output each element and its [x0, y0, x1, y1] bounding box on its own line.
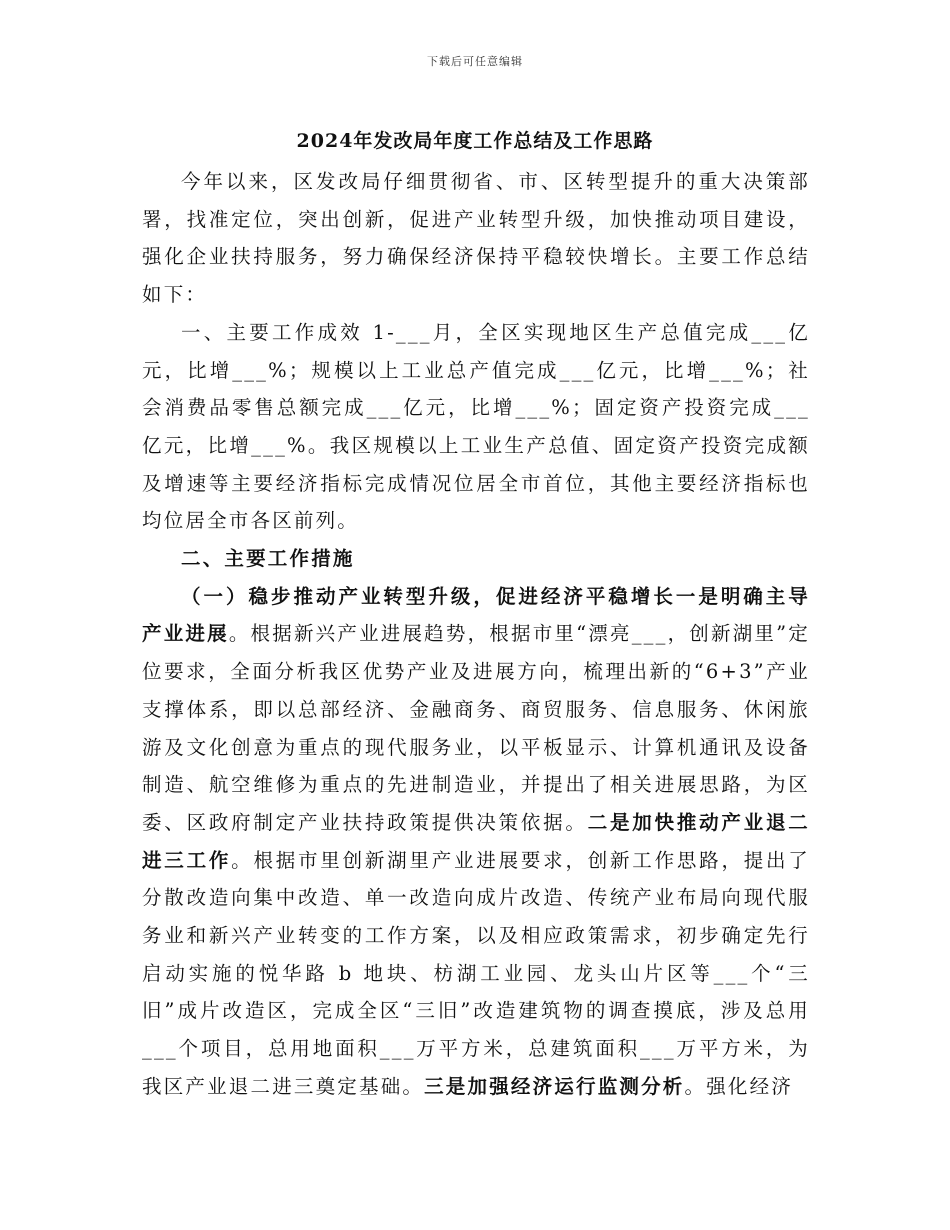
document-title: 2024年发改局年度工作总结及工作思路: [296, 130, 654, 152]
document-body: [142, 163, 810, 1106]
subsection-1-bold-a: （一）稳步推动产业转型升级，促进经济平稳增长一是明确主导产业进展: [142, 584, 810, 646]
subsection-1-text-c: 。强化经济: [684, 1074, 794, 1098]
subsection-1-bold-c: 三是加强经济运行监测分析: [424, 1074, 685, 1098]
page-header: 下载后可任意编辑: [427, 55, 523, 68]
intro-paragraph: 今年以来，区发改局仔细贯彻省、市、区转型提升的重大决策部署，找准定位，突出创新，促进产业转型升级，加快推动项目建设，强化企业扶持服务，努力确保经济保持平稳较快增长。主要工作总结如下：: [142, 170, 810, 307]
section-1-paragraph: 一、主要工作成效 1-___月，全区实现地区生产总值完成___亿元，比增___%；规模以上工业总产值完成___亿元，比增___%；社会消费品零售总额完成___亿元，比增___%；固定资产投资完成___亿元，比增___%。我区规模以上工业生产总值、固定资产投资完成额及增速等主要经济指标完成情况位居全市首位，其他主要经济指标也均位居全市各区前列。: [142, 320, 810, 533]
subsection-1-bold-b: 二是加快推动产业退二进三工作: [142, 810, 810, 872]
section-2-heading: 二、主要工作措施: [181, 547, 355, 571]
subsection-1-text-b: 。根据市里创新湖里产业进展要求，创新工作思路，提出了分散改造向集中改造、单一改造向成片改造、传统产业布局向现代服务业和新兴产业转变的工作方案，以及相应政策需求，初步确定先行启动实施的悦华路 b 地块、枋湖工业园、龙头山片区等___个“三旧”成片改造区，完成全区“三旧”改造建筑物的调查摸底，涉及总用___个项目，总用地面积___万平方米，总建筑面积___万平方米，为我区产业退二进三奠定基础。: [142, 848, 810, 1098]
subsection-1-paragraph: [142, 578, 810, 1106]
subsection-1-text-a: 。根据新兴产业进展趋势，根据市里“漂亮___，创新湖里”定位要求，全面分析我区优势产业及进展方向，梳理出新的“6+3”产业支撑体系，即以总部经济、金融商务、商贸服务、信息服务、休闲旅游及文化创意为重点的现代服务业，以平板显示、计算机通讯及设备制造、航空维修为重点的先进制造业，并提出了相关进展思路，为区委、区政府制定产业扶持政策提供决策依据。: [142, 622, 810, 834]
